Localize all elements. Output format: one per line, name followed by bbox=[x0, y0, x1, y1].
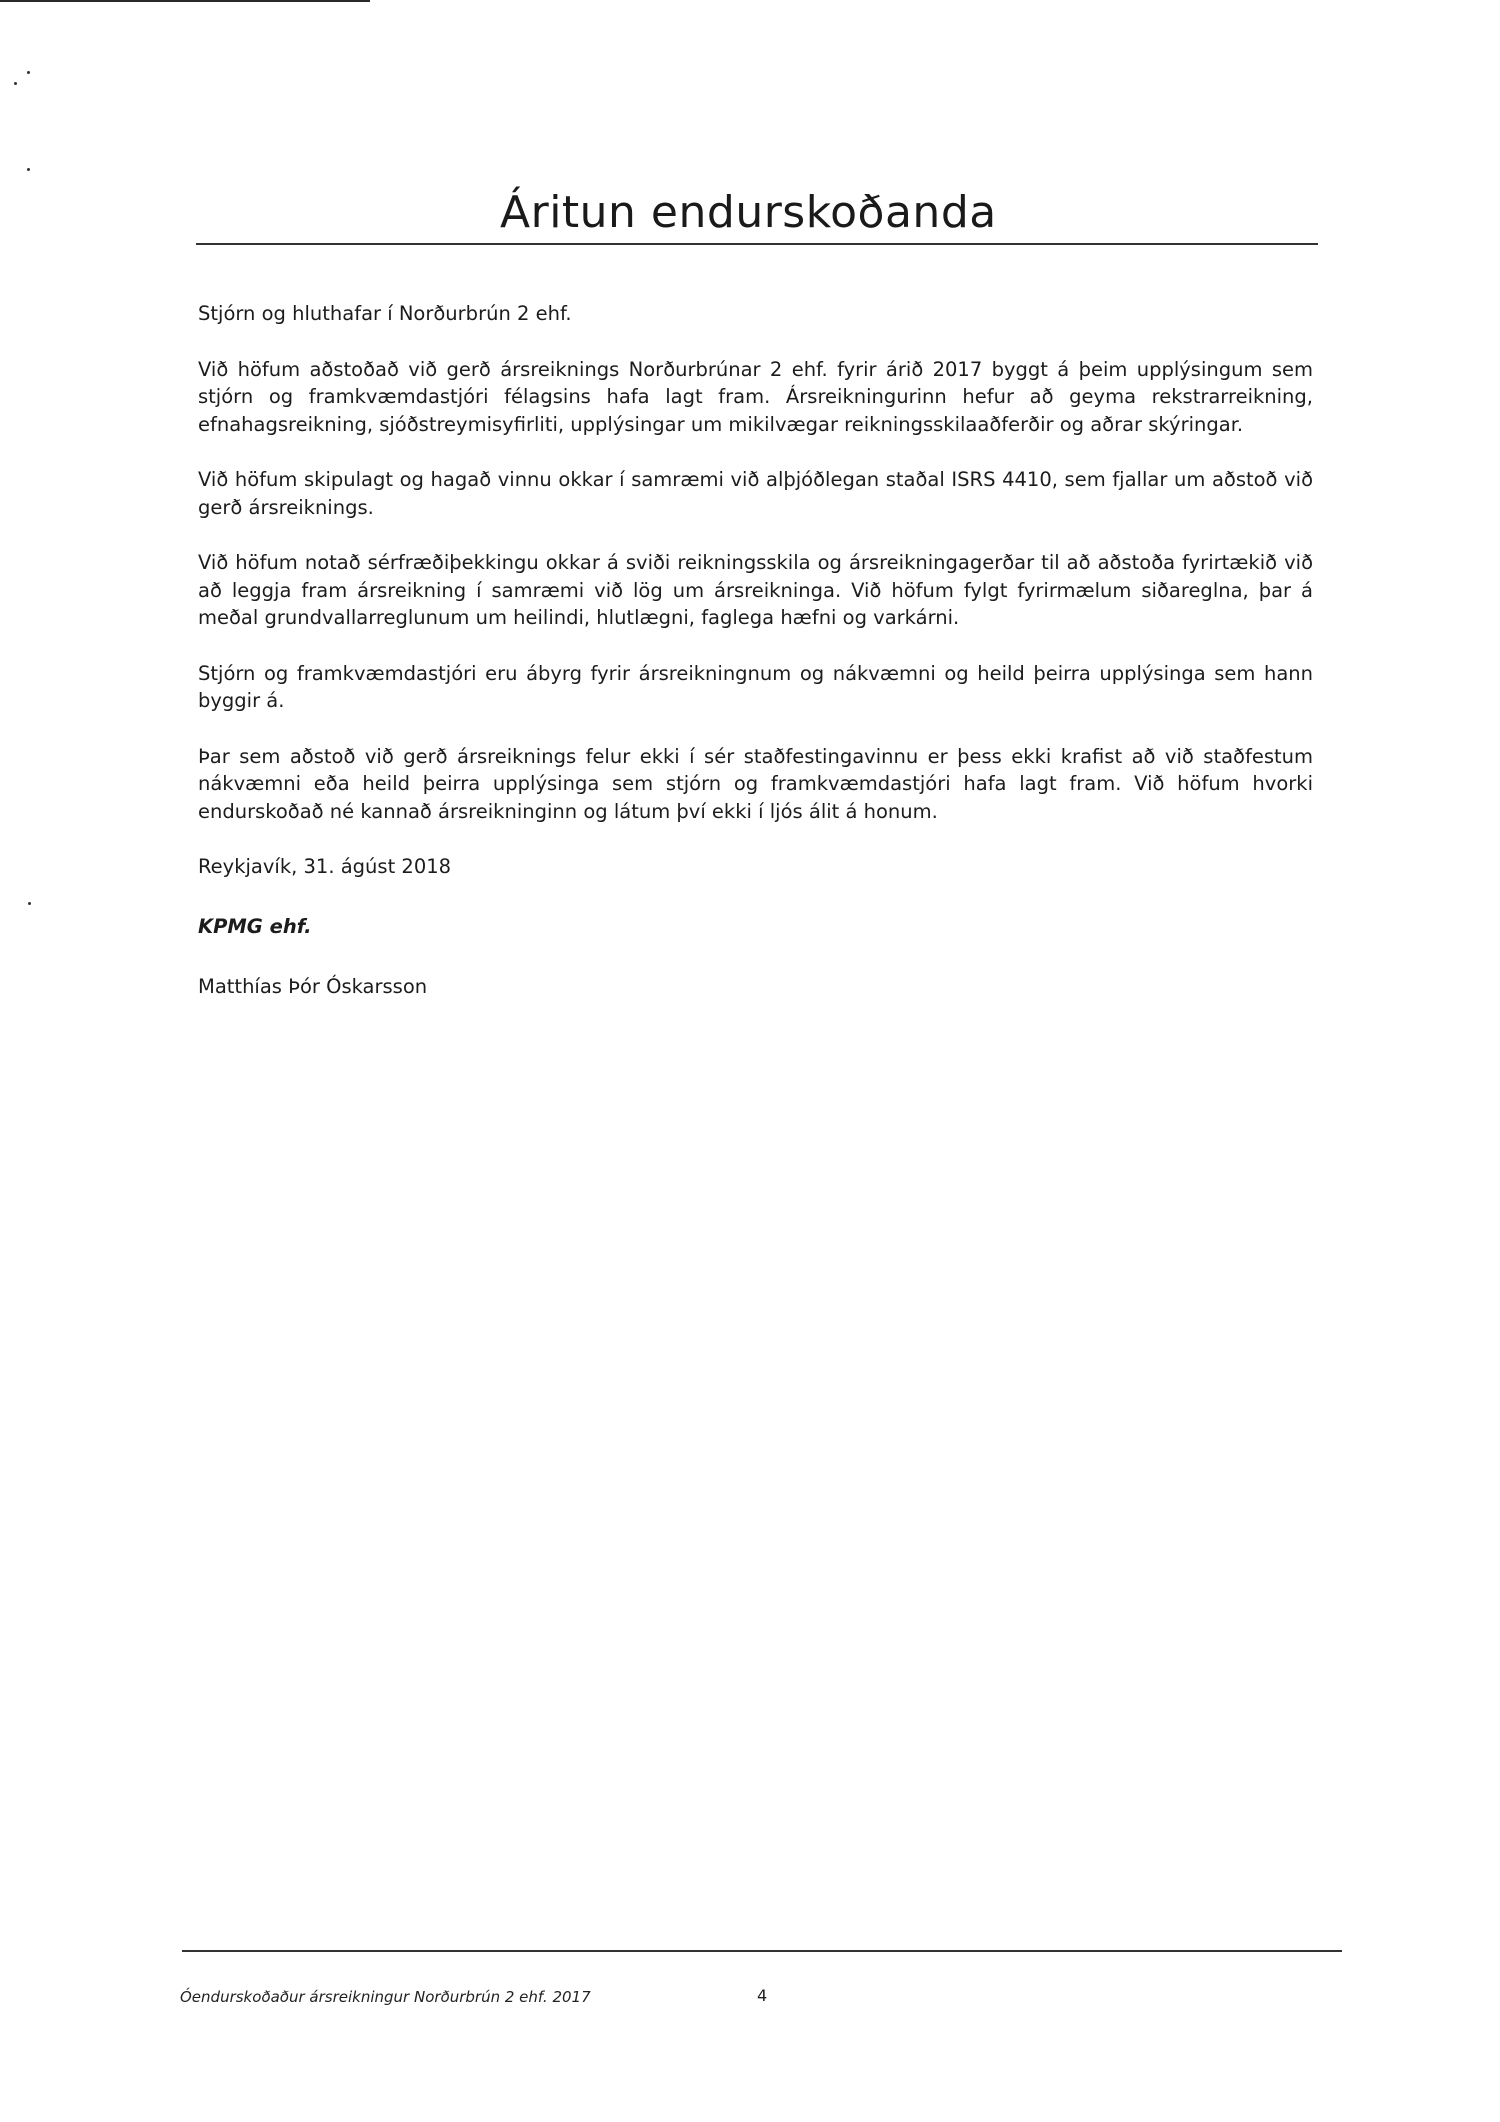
report-body bbox=[198, 300, 1313, 1001]
signer-name: Matthías Þór Óskarsson bbox=[198, 975, 428, 998]
place-and-date: Reykjavík, 31. ágúst 2018 bbox=[198, 855, 452, 878]
scan-speck bbox=[27, 168, 30, 171]
scan-edge-mark bbox=[0, 0, 370, 2]
scan-speck bbox=[28, 902, 31, 905]
paragraph-expertise: Við höfum notað sérfræðiþekkingu okkar á sviði reikningsskila og ársreikningagerðar til að aðstoða fyrirtækið við að leggja fram ársreikning í samræmi við lög um ársreikninga. Við höfum fylgt fyrirmælum siðareglna, þar á meðal grundvallarreglunum um heilindi, hlutlægni, faglega hæfni og varkárni. bbox=[198, 551, 1313, 629]
paragraph-standard: Við höfum skipulagt og hagað vinnu okkar í samræmi við alþjóðlegan staðal ISRS 4410, sem fjallar um aðstoð við gerð ársreiknings. bbox=[198, 468, 1313, 519]
paragraph-scope: Við höfum aðstoðað við gerð ársreiknings Norðurbrúnar 2 ehf. fyrir árið 2017 byggt á þeim upplýsingum sem stjórn og framkvæmdastjóri félagsins hafa lagt fram. Ársreikningurinn hefur að geyma rekstrarreikning, efnahagsreikning, sjóðstreymisyfirliti, upplýsingar um mikilvægar reikningsskilaaðferðir og aðrar skýringar. bbox=[198, 357, 1313, 436]
addressee: Stjórn og hluthafar í Norðurbrún 2 ehf. bbox=[198, 302, 572, 325]
scan-speck bbox=[27, 71, 30, 74]
title-divider bbox=[196, 243, 1318, 245]
footer-document-name: Óendurskoðaður ársreikningur Norðurbrún 2 ehf. 2017 bbox=[180, 1988, 591, 2006]
footer-divider bbox=[182, 1950, 1342, 1952]
paragraph-responsibility: Stjórn og framkvæmdastjóri eru ábyrg fyrir ársreikningnum og nákvæmni og heild þeirra upplýsinga sem hann byggir á. bbox=[198, 661, 1313, 712]
paragraph-no-assurance: Þar sem aðstoð við gerð ársreiknings felur ekki í sér staðfestingavinnu er þess ekki krafist að við staðfestum nákvæmni eða heild þeirra upplýsinga sem stjórn og framkvæmdastjóri hafa lagt fram. Við höfum hvorki endurskoðað né kannað ársreikninginn og látum því ekki í ljós álit á honum. bbox=[198, 744, 1313, 823]
page-number: 4 bbox=[757, 1986, 768, 2005]
scan-speck bbox=[14, 82, 17, 85]
firm-name: KPMG ehf. bbox=[198, 914, 312, 938]
page-title: Áritun endurskoðanda bbox=[500, 187, 997, 238]
